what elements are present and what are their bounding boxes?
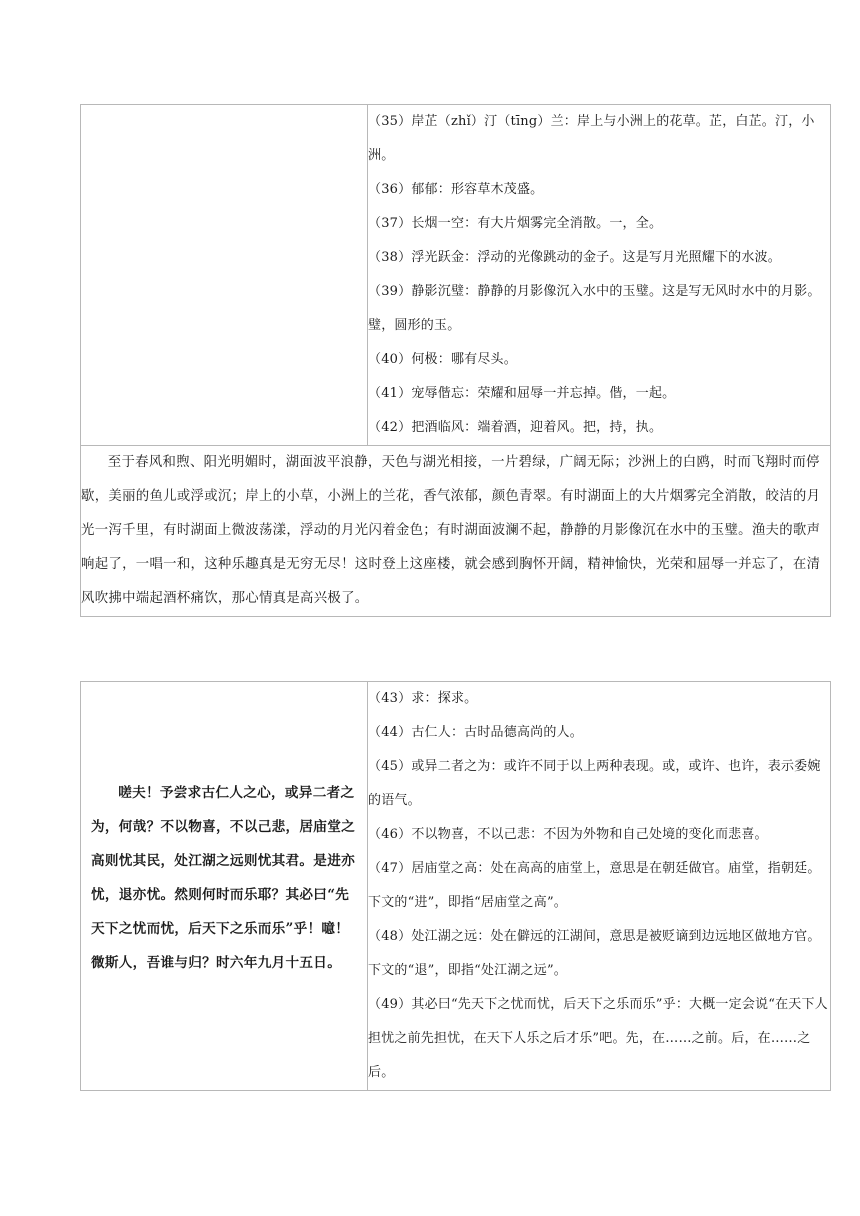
note-47: （47）居庙堂之高：处在高高的庙堂上，意思是在朝廷做官。庙堂，指朝廷。下文的“进”，即指“居庙堂之高”。 bbox=[368, 861, 821, 910]
note-37: （37）长烟一空：有大片烟雾完全消散。一，全。 bbox=[368, 216, 663, 231]
note-48: （48）处江湖之远：处在僻远的江湖间，意思是被贬谪到边远地区做地方官。下文的“退”，即指“处江湖之远”。 bbox=[368, 929, 821, 978]
note-36: （36）郁郁：形容草木茂盛。 bbox=[368, 182, 544, 197]
note-38: （38）浮光跃金：浮动的光像跳动的金子。这是写月光照耀下的水波。 bbox=[368, 250, 781, 265]
note-41: （41）宠辱偕忘：荣耀和屈辱一并忘掉。偕，一起。 bbox=[368, 386, 676, 401]
translation-paragraph: 至于春风和煦、阳光明媚时，湖面波平浪静，天色与湖光相接，一片碧绿，广阔无际；沙洲上的白鸥，时而飞翔时而停歇，美丽的鱼儿或浮或沉；岸上的小草，小洲上的兰花，香气浓郁，颜色青翠。有时湖面上的大片烟雾完全消散，皎洁的月光一泻千里，有时湖面上微波荡漾，浮动的月光闪着金色；有时湖面波澜不起，静静的月影像沉在水中的玉璧。渔夫的歌声响起了，一唱一和，这种乐趣真是无穷无尽！这时登上这座楼，就会感到胸怀开阔，精神愉快，光荣和屈辱一并忘了，在清风吹拂中端起酒杯痛饮，那心情真是高兴极了。 bbox=[81, 455, 821, 606]
note-39: （39）静影沉璧：静静的月影像沉入水中的玉璧。这是写无风时水中的月影。璧，圆形的玉。 bbox=[368, 284, 821, 333]
annotation-table-1 bbox=[80, 104, 831, 617]
note-46: （46）不以物喜，不以己悲：不因为外物和自己处境的变化而悲喜。 bbox=[368, 827, 768, 842]
original-text-paragraph: 嗟夫！予尝求古仁人之心，或异二者之为，何哉？不以物喜，不以己悲，居庙堂之高则忧其民，处江湖之远则忧其君。是进亦忧，退亦忧。然则何时而乐耶？其必曰“先天下之忧而忧，后天下之乐而乐”乎！噫！微斯人，吾谁与归？时六年九月十五日。 bbox=[91, 785, 355, 971]
notes-cell bbox=[368, 682, 831, 1091]
note-45: （45）或异二者之为：或许不同于以上两种表现。或，或许、也许，表示委婉的语气。 bbox=[368, 759, 821, 808]
annotation-table-2 bbox=[80, 681, 831, 1091]
table-row bbox=[81, 105, 831, 446]
note-40: （40）何极：哪有尽头。 bbox=[368, 352, 517, 367]
note-35: （35）岸芷（zhǐ）汀（tīng）兰：岸上与小洲上的花草。芷，白芷。汀，小洲。 bbox=[368, 114, 815, 163]
note-49: （49）其必曰“先天下之忧而忧，后天下之乐而乐”乎：大概一定会说“在天下人担忧之前先担忧，在天下人乐之后才乐”吧。先，在……之前。后，在……之后。 bbox=[368, 997, 828, 1080]
notes-cell bbox=[368, 105, 831, 446]
note-43: （43）求：探求。 bbox=[368, 691, 478, 706]
table-row bbox=[81, 446, 831, 617]
note-44: （44）古仁人：古时品德高尚的人。 bbox=[368, 725, 583, 740]
original-text-cell bbox=[81, 682, 368, 1091]
translation-cell bbox=[81, 446, 831, 617]
note-42: （42）把酒临风：端着酒，迎着风。把，持，执。 bbox=[368, 420, 663, 435]
original-text-cell-empty bbox=[81, 105, 368, 446]
table-row bbox=[81, 682, 831, 1091]
